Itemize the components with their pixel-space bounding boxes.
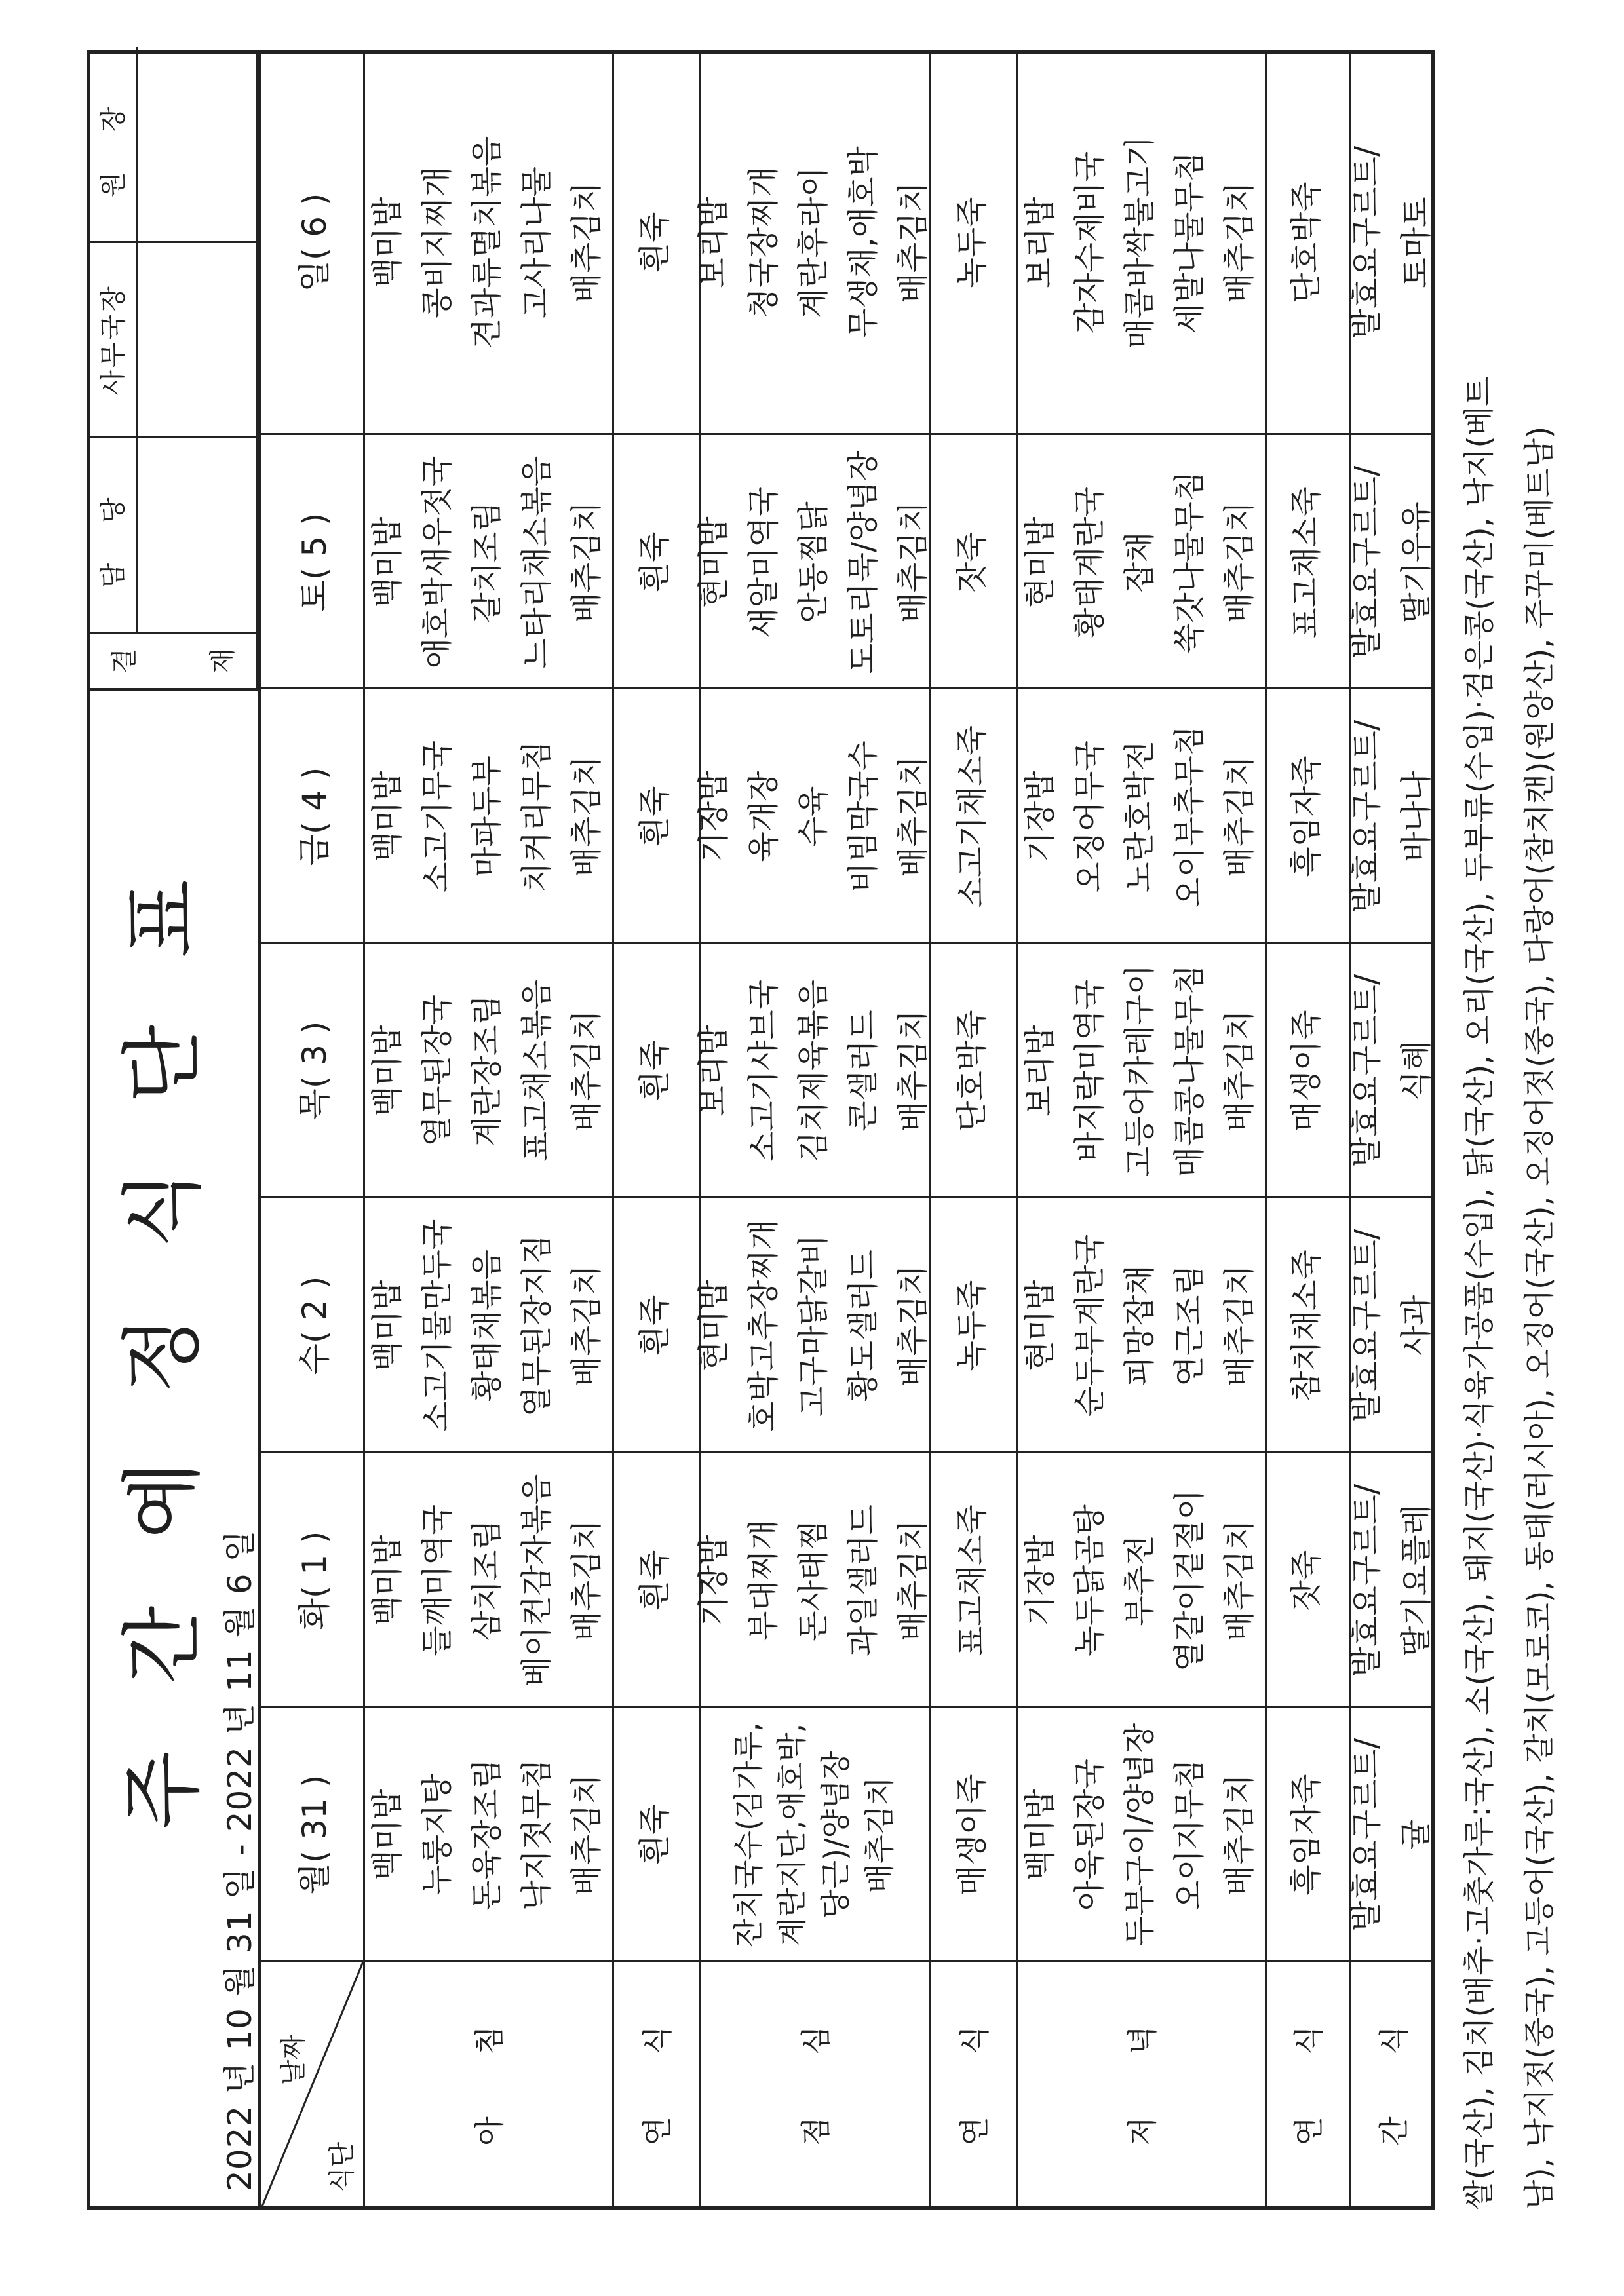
- menu-item: 현미밥: [695, 1280, 733, 1371]
- menu-item: 잡채: [1121, 531, 1159, 593]
- menu-item: 보리밥: [695, 1025, 733, 1117]
- menu-item: 발효요구르트/: [1348, 974, 1385, 1168]
- approval-column-director: [87, 241, 256, 436]
- menu-cell: [695, 1453, 931, 1708]
- menu-cell: [612, 1708, 699, 1962]
- menu-item: 배추김치: [568, 1265, 605, 1387]
- menu-item: 갈치조림: [469, 501, 506, 623]
- menu-item: 보리밥: [695, 197, 733, 288]
- menu-item: 안동찜닭: [795, 501, 832, 623]
- menu-item: 비빔막국수: [844, 740, 881, 892]
- menu-item: 배추김치: [568, 1774, 605, 1896]
- menu-item: 느타리채소볶음: [518, 455, 555, 669]
- menu-cell: [1349, 1198, 1435, 1453]
- menu-item: 당근)/양념장: [818, 1751, 853, 1919]
- menu-cell: [363, 1198, 612, 1453]
- menu-item: 배추김치: [894, 501, 931, 623]
- menu-item: 두부구이/양념장: [1121, 1723, 1159, 1947]
- approval-column-head: [87, 47, 256, 241]
- menu-item: 발효요구르트/: [1348, 1738, 1385, 1932]
- day-header: 일( 6 ): [296, 193, 334, 292]
- menu-item: 잔치국수(김가루,: [730, 1722, 766, 1947]
- menu-item: 흰죽: [636, 212, 674, 273]
- menu-cell: [612, 435, 699, 689]
- meal-label-soft-1: 연 식: [640, 1999, 675, 2146]
- day-header: 월( 31 ): [296, 1774, 334, 1895]
- menu-item: 배추김치: [568, 1520, 605, 1641]
- title-char: 간: [116, 1605, 210, 1685]
- menu-item: 고등어카레구이: [1121, 964, 1159, 1177]
- menu-item: 녹두죽: [954, 197, 991, 288]
- menu-item: 딸기우유: [1398, 501, 1435, 623]
- menu-item: 배추김치: [568, 1010, 605, 1132]
- menu-item: 흑임자죽: [1288, 1774, 1325, 1896]
- menu-item: 배추김치: [1220, 1265, 1258, 1387]
- menu-cell: [929, 50, 1016, 435]
- title-char: 주: [116, 1751, 210, 1829]
- menu-item: 오징어무국: [1072, 740, 1109, 892]
- approval-box: [87, 50, 258, 691]
- meal-label-snack: 간 식: [1376, 1999, 1412, 2146]
- menu-item: 배추김치: [894, 1520, 931, 1641]
- menu-cell: [612, 50, 699, 435]
- menu-cell: [1016, 689, 1265, 944]
- menu-item: 배추김치: [568, 182, 605, 303]
- menu-item: 콘샐러드: [844, 1010, 881, 1132]
- menu-item: 누룽지탕: [419, 1774, 456, 1896]
- approval-column-header: 사무국장: [87, 243, 138, 436]
- menu-cell: [363, 689, 612, 944]
- menu-item: 소고기물만두국: [419, 1219, 456, 1432]
- menu-item: 연근조림: [1170, 1265, 1208, 1387]
- menu-item: 돈사태찜: [795, 1520, 832, 1641]
- menu-item: 오이지무침: [1170, 1759, 1208, 1911]
- menu-cell: [1265, 1453, 1349, 1708]
- menu-cell: [363, 1708, 612, 1962]
- menu-cell: [1265, 50, 1349, 435]
- menu-item: 호박고추장찌개: [745, 1219, 783, 1432]
- menu-item: 순두부계란국: [1072, 1234, 1109, 1417]
- menu-item: 배추김치: [1220, 1774, 1258, 1896]
- menu-item: 배추김치: [1220, 756, 1258, 877]
- menu-item: 소고기채소죽: [954, 725, 991, 908]
- meal-label-soft-3: 연 식: [1291, 1999, 1326, 2146]
- title-char: 단: [116, 1024, 210, 1103]
- menu-item: 백미밥: [369, 1025, 406, 1117]
- menu-item: 발효요구르트/: [1348, 1483, 1385, 1677]
- menu-item: 배추김치: [894, 1265, 931, 1387]
- menu-cell: [929, 435, 1016, 689]
- menu-item: 흰죽: [636, 1804, 674, 1866]
- corner-meal-label: 식단: [327, 2141, 357, 2192]
- menu-cell: [363, 944, 612, 1198]
- menu-item: 부추전: [1121, 1535, 1159, 1626]
- meal-label-soft-2: 연 식: [957, 1999, 992, 2146]
- menu-item: 흰죽: [636, 1550, 674, 1611]
- footnote-line: 쌀(국산), 김치(배추·고춧가루:국산), 소(국산), 돼지(국산)·식육가공품(수입), 닭(국산), 오리(국산), 두부류(수입)·검은콩(국산), 낙지(베트: [1461, 376, 1498, 2210]
- menu-cell: [612, 689, 699, 944]
- meal-label-lunch: 점 심: [798, 1999, 834, 2146]
- menu-item: 황태계란국: [1072, 486, 1109, 638]
- menu-item: 기장밥: [695, 771, 733, 862]
- menu-item: 바나나: [1398, 771, 1435, 862]
- menu-cell: [695, 944, 931, 1198]
- menu-item: 낙지젓무침: [518, 1759, 555, 1911]
- menu-item: 배추김치: [1220, 1010, 1258, 1132]
- menu-item: 귤: [1398, 1819, 1435, 1850]
- menu-item: 잣죽: [954, 531, 991, 593]
- menu-item: 수육: [795, 786, 832, 847]
- menu-item: 치커리무침: [518, 740, 555, 892]
- menu-item: 표고채소죽: [954, 1504, 991, 1656]
- menu-item: 흑임자죽: [1288, 756, 1325, 877]
- menu-cell: [1016, 944, 1265, 1198]
- menu-item: 백미밥: [369, 771, 406, 862]
- menu-item: 딸기요플레: [1398, 1504, 1435, 1656]
- menu-table: [258, 50, 1435, 2210]
- menu-item: 흰죽: [636, 531, 674, 593]
- menu-item: 배추김치: [894, 1010, 931, 1132]
- menu-item: 아욱된장국: [1072, 1759, 1109, 1911]
- approval-caption: [87, 632, 256, 688]
- origin-footnote: [1450, 50, 1570, 2210]
- menu-item: 참치채소죽: [1288, 1250, 1325, 1402]
- meal-label-breakfast: 아 침: [472, 1999, 507, 2146]
- menu-item: 보리밥: [1022, 1025, 1059, 1117]
- menu-item: 배추김치: [1220, 501, 1258, 623]
- menu-item: 배추김치: [894, 182, 931, 303]
- menu-item: 사과: [1398, 1295, 1435, 1356]
- menu-cell: [1265, 689, 1349, 944]
- title-char: 표: [116, 879, 210, 958]
- menu-cell: [1016, 1708, 1265, 1962]
- menu-sheet: [87, 50, 1435, 2210]
- menu-cell: [612, 944, 699, 1198]
- menu-item: 삼치조림: [469, 1520, 506, 1641]
- menu-item: 열무된장국: [419, 995, 456, 1147]
- menu-item: 백미밥: [369, 1535, 406, 1626]
- title-char: 식: [116, 1170, 210, 1249]
- menu-item: 새알미역국: [745, 486, 783, 638]
- menu-cell: [929, 1453, 1016, 1708]
- day-header: 수( 2 ): [296, 1276, 334, 1375]
- title-char: 정: [116, 1315, 210, 1394]
- menu-item: 현미밥: [1022, 1280, 1059, 1371]
- menu-cell: [363, 1453, 612, 1708]
- menu-item: 견과류멸치볶음: [469, 136, 506, 349]
- menu-item: 백미밥: [369, 197, 406, 288]
- menu-item: 황도샐러드: [844, 1250, 881, 1402]
- menu-item: 계란장조림: [469, 995, 506, 1147]
- menu-item: 부대찌개: [745, 1520, 783, 1641]
- menu-item: 기장밥: [1022, 1535, 1059, 1626]
- menu-item: 고사리나물: [518, 166, 555, 318]
- menu-item: 매생이죽: [1288, 1010, 1325, 1132]
- menu-item: 계란후라이: [795, 166, 832, 318]
- menu-cell: [1349, 50, 1435, 435]
- menu-cell: [1016, 50, 1265, 435]
- menu-cell: [1265, 435, 1349, 689]
- menu-item: 육개장: [745, 771, 783, 862]
- menu-item: 과일샐러드: [844, 1504, 881, 1656]
- menu-item: 바지락미역국: [1072, 979, 1109, 1162]
- corner-date-label: 날짜: [279, 2034, 309, 2085]
- title-char: 예: [116, 1460, 210, 1539]
- menu-item: 단호박죽: [954, 1010, 991, 1132]
- menu-item: 쑥갓나물무침: [1170, 470, 1208, 654]
- menu-cell: [1349, 435, 1435, 689]
- menu-item: 기장밥: [1022, 771, 1059, 862]
- day-header: 토( 5 ): [296, 512, 334, 612]
- menu-item: 노란호박전: [1121, 740, 1159, 892]
- menu-item: 소고기샤브국: [745, 979, 783, 1162]
- menu-item: 토마토: [1398, 197, 1435, 288]
- menu-item: 매콤콩나물무침: [1170, 964, 1208, 1177]
- approval-column-header: 원 장: [87, 47, 138, 241]
- menu-item: 백미밥: [369, 1789, 406, 1881]
- day-header: 목( 3 ): [296, 1021, 334, 1120]
- menu-item: 표고채소죽: [1288, 486, 1325, 638]
- menu-cell: [929, 1708, 1016, 1962]
- menu-item: 흰죽: [636, 786, 674, 847]
- meal-label-dinner: 저 녁: [1125, 1999, 1160, 2146]
- menu-item: 배추김치: [1220, 182, 1258, 303]
- menu-cell: [929, 944, 1016, 1198]
- menu-item: 배추김치: [1220, 1520, 1258, 1641]
- menu-cell: [695, 435, 931, 689]
- menu-item: 마파두부: [469, 756, 506, 877]
- menu-item: 흰죽: [636, 1295, 674, 1356]
- menu-item: 소고기무국: [419, 740, 456, 892]
- menu-item: 계란지단,애호박,: [774, 1723, 810, 1947]
- menu-cell: [1349, 1708, 1435, 1962]
- menu-cell: [612, 1453, 699, 1708]
- menu-item: 배추김치: [894, 756, 931, 877]
- day-header: 화( 1 ): [296, 1531, 334, 1630]
- menu-item: 식혜: [1398, 1040, 1435, 1101]
- menu-cell: [1265, 1198, 1349, 1453]
- menu-item: 발효요구르트/: [1348, 1229, 1385, 1423]
- menu-item: 고구마닭갈비: [795, 1234, 832, 1417]
- menu-item: 백미밥: [1022, 1789, 1059, 1881]
- approval-column-manager: [87, 436, 256, 632]
- menu-item: 열갈이겉절이: [1170, 1489, 1208, 1672]
- menu-item: 들깨미역국: [419, 1504, 456, 1656]
- menu-item: 세발나물무침: [1170, 151, 1208, 334]
- menu-period: 2022 년 10 월 31 일 - 2022 년 11 월 6 일: [221, 1529, 259, 2191]
- approval-caption-bottom: 재: [208, 648, 238, 674]
- menu-item: 매생이죽: [954, 1774, 991, 1896]
- menu-item: 돈육장조림: [469, 1759, 506, 1911]
- menu-item: 오이부추무침: [1170, 725, 1208, 908]
- approval-caption-top: 결: [109, 648, 140, 674]
- menu-item: 황태채볶음: [469, 1250, 506, 1402]
- menu-item: 기장밥: [695, 1535, 733, 1626]
- menu-item: 배추김치: [568, 501, 605, 623]
- menu-item: 감자수제비국: [1072, 151, 1109, 334]
- menu-cell: [929, 689, 1016, 944]
- approval-column-header: 담 당: [87, 438, 138, 632]
- menu-item: 피망잡채: [1121, 1265, 1159, 1387]
- menu-item: 발효요구르트/: [1348, 719, 1385, 913]
- menu-item: 발효요구르트/: [1348, 465, 1385, 659]
- menu-item: 배추김치: [861, 1776, 897, 1893]
- menu-item: 표고채소볶음: [518, 979, 555, 1162]
- menu-item: 배추김치: [568, 756, 605, 877]
- menu-item: 백미밥: [369, 1280, 406, 1371]
- menu-item: 발효요구르트/: [1348, 145, 1385, 339]
- menu-item: 백미밥: [369, 516, 406, 608]
- menu-cell: [1265, 944, 1349, 1198]
- menu-item: 청국장찌개: [745, 166, 783, 318]
- menu-cell: [1349, 1453, 1435, 1708]
- menu-item: 베이컨감자볶음: [518, 1474, 555, 1687]
- menu-item: 콩비지찌개: [419, 166, 456, 318]
- menu-item: 흰죽: [636, 1040, 674, 1101]
- menu-item: 녹두죽: [954, 1280, 991, 1371]
- menu-cell: [699, 1708, 929, 1962]
- day-header: 금( 4 ): [296, 767, 334, 866]
- menu-item: 매콤바싹불고기: [1121, 136, 1159, 349]
- menu-cell: [1349, 944, 1435, 1198]
- menu-cell: [1349, 689, 1435, 944]
- menu-item: 애호박새우젓국: [419, 455, 456, 669]
- menu-cell: [1265, 1708, 1349, 1962]
- menu-item: 무생채,애호박: [844, 146, 881, 339]
- menu-cell: [695, 1198, 931, 1453]
- menu-item: 도토리묵/양념장: [844, 450, 881, 674]
- footnote-line: 남), 낙지젓(중국), 고등어(국산), 갈치(모로코), 동태(러시아), 오징어(국산), 오징어젓(중국), 다랑어(참치캔)(원양산), 주꾸미(베트남): [1522, 426, 1558, 2210]
- menu-item: 잣죽: [1288, 1550, 1325, 1611]
- menu-item: 현미밥: [1022, 516, 1059, 608]
- menu-cell: [695, 50, 931, 435]
- menu-cell: [1016, 435, 1265, 689]
- menu-item: 단호박죽: [1288, 182, 1325, 303]
- menu-item: 녹두닭곰탕: [1072, 1504, 1109, 1656]
- menu-cell: [363, 50, 612, 435]
- menu-cell: [1016, 1453, 1265, 1708]
- menu-cell: [929, 1198, 1016, 1453]
- menu-item: 열무된장지짐: [518, 1234, 555, 1417]
- menu-cell: [1016, 1198, 1265, 1453]
- menu-item: 현미밥: [695, 516, 733, 608]
- menu-cell: [363, 435, 612, 689]
- menu-item: 보리밥: [1022, 197, 1059, 288]
- page-title: [104, 879, 208, 1829]
- menu-item: 김치제육볶음: [795, 979, 832, 1162]
- menu-cell: [695, 689, 931, 944]
- menu-cell: [612, 1198, 699, 1453]
